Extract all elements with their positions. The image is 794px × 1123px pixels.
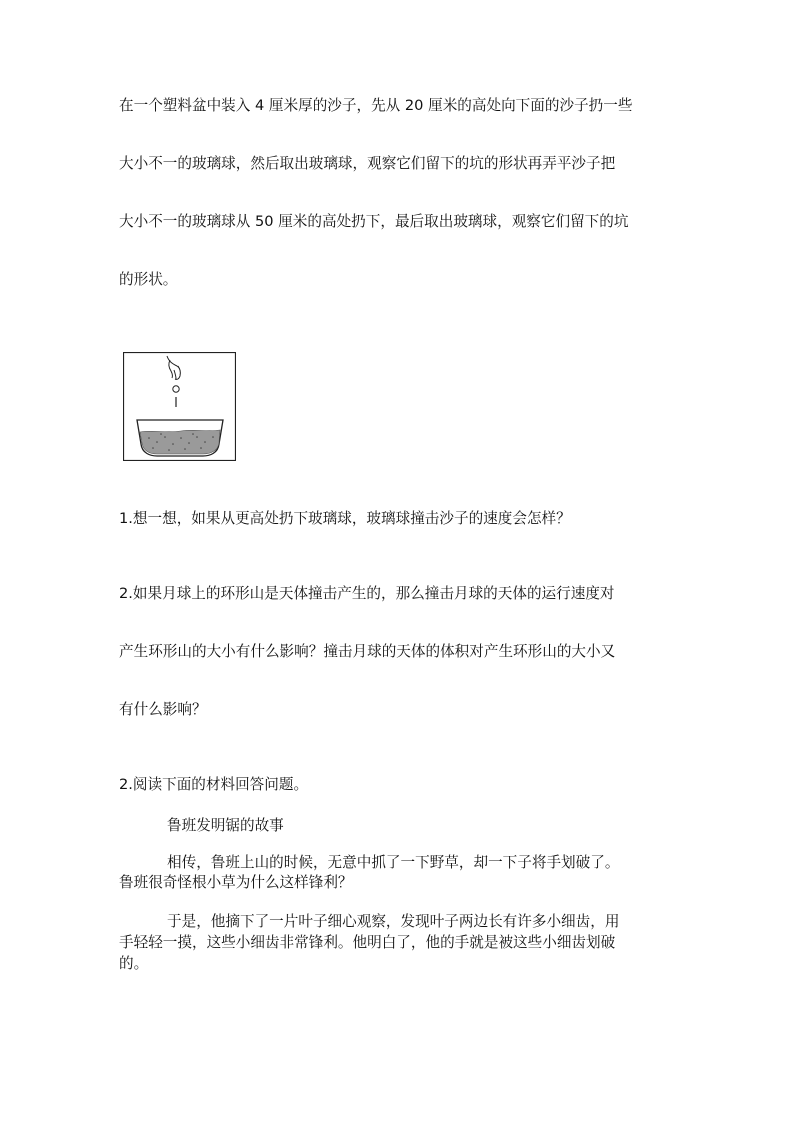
story-paragraph-2-line-3: 的。 xyxy=(119,955,149,972)
intro-line-3: 大小不一的玻璃球从 50 厘米的高处扔下，最后取出玻璃球，观察它们留下的坑 xyxy=(119,213,629,230)
intro-line-2: 大小不一的玻璃球，然后取出玻璃球，观察它们留下的坑的形状再弄平沙子把 xyxy=(119,155,616,172)
intro-line-1: 在一个塑料盆中装入 4 厘米厚的沙子，先从 20 厘米的高处向下面的沙子扔一些 xyxy=(119,97,633,114)
story-paragraph-2-line-2: 手轻轻一摸，这些小细齿非常锋利。他明白了，他的手就是被这些小细齿划破 xyxy=(119,934,616,951)
section-2-heading: 2.阅读下面的材料回答问题。 xyxy=(119,776,309,793)
story-paragraph-1-line-1: 相传，鲁班上山的时候，无意中抓了一下野草，却一下子将手划破了。 xyxy=(167,854,620,871)
question-2-line-3: 有什么影响？ xyxy=(119,701,207,718)
story-title: 鲁班发明锯的故事 xyxy=(167,817,284,834)
question-2-line-1: 2.如果月球上的环形山是天体撞击产生的，那么撞击月球的天体的运行速度对 xyxy=(119,585,615,602)
story-paragraph-2-line-1: 于是，他摘下了一片叶子细心观察，发现叶子两边长有许多小细齿，用 xyxy=(167,913,620,930)
story-paragraph-1-line-2: 鲁班很奇怪根小草为什么这样锋利？ xyxy=(119,874,353,891)
experiment-figure xyxy=(123,352,236,461)
intro-line-4: 的形状。 xyxy=(119,271,178,288)
question-2-line-2: 产生环形山的大小有什么影响？撞击月球的天体的体积对产生环形山的大小又 xyxy=(119,643,616,660)
question-1: 1.想一想，如果从更高处扔下玻璃球，玻璃球撞击沙子的速度会怎样？ xyxy=(119,510,571,527)
hand-dropping-ball-into-sand-bowl-icon xyxy=(123,352,236,461)
